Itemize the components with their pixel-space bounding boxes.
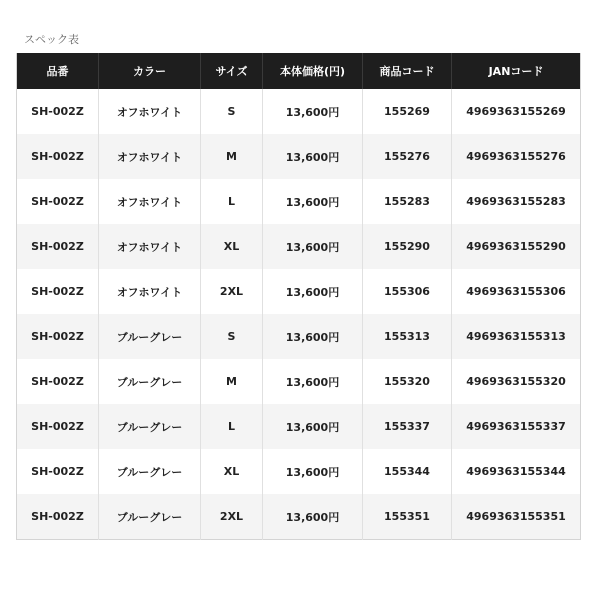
cell-price: 13,600円 (263, 359, 363, 404)
cell-color: オフホワイト (99, 179, 201, 224)
cell-price: 13,600円 (263, 179, 363, 224)
header-price: 本体価格(円) (263, 53, 363, 89)
cell-color: ブルーグレー (99, 404, 201, 449)
cell-jan-code: 4969363155344 (452, 449, 581, 494)
cell-product-code: 155337 (363, 404, 452, 449)
cell-part-number: SH-002Z (17, 314, 99, 359)
cell-size: L (201, 404, 263, 449)
cell-size: M (201, 359, 263, 404)
cell-size: XL (201, 449, 263, 494)
table-row (17, 449, 581, 494)
cell-product-code: 155290 (363, 224, 452, 269)
table-row (17, 359, 581, 404)
cell-product-code: 155351 (363, 494, 452, 540)
cell-price: 13,600円 (263, 269, 363, 314)
cell-price: 13,600円 (263, 449, 363, 494)
cell-product-code: 155313 (363, 314, 452, 359)
table-row (17, 404, 581, 449)
cell-price: 13,600円 (263, 494, 363, 540)
table-row (17, 269, 581, 314)
header-color: カラー (99, 53, 201, 89)
cell-product-code: 155320 (363, 359, 452, 404)
table-row (17, 314, 581, 359)
cell-color: オフホワイト (99, 134, 201, 179)
cell-jan-code: 4969363155320 (452, 359, 581, 404)
cell-part-number: SH-002Z (17, 269, 99, 314)
cell-size: XL (201, 224, 263, 269)
cell-product-code: 155269 (363, 89, 452, 134)
cell-color: オフホワイト (99, 89, 201, 134)
cell-color: ブルーグレー (99, 359, 201, 404)
cell-part-number: SH-002Z (17, 494, 99, 540)
table-row (17, 179, 581, 224)
header-part-number: 品番 (17, 53, 99, 89)
cell-size: 2XL (201, 494, 263, 540)
cell-price: 13,600円 (263, 314, 363, 359)
cell-size: L (201, 179, 263, 224)
cell-jan-code: 4969363155351 (452, 494, 581, 540)
cell-jan-code: 4969363155283 (452, 179, 581, 224)
table-row (17, 494, 581, 540)
cell-part-number: SH-002Z (17, 89, 99, 134)
table-row (17, 224, 581, 269)
cell-price: 13,600円 (263, 89, 363, 134)
cell-product-code: 155306 (363, 269, 452, 314)
cell-product-code: 155283 (363, 179, 452, 224)
cell-size: 2XL (201, 269, 263, 314)
cell-color: ブルーグレー (99, 494, 201, 540)
cell-jan-code: 4969363155290 (452, 224, 581, 269)
header-jan-code: JANコード (452, 53, 581, 89)
cell-part-number: SH-002Z (17, 404, 99, 449)
cell-color: オフホワイト (99, 269, 201, 314)
cell-jan-code: 4969363155313 (452, 314, 581, 359)
cell-jan-code: 4969363155269 (452, 89, 581, 134)
cell-price: 13,600円 (263, 404, 363, 449)
cell-jan-code: 4969363155306 (452, 269, 581, 314)
cell-color: オフホワイト (99, 224, 201, 269)
cell-size: S (201, 89, 263, 134)
cell-part-number: SH-002Z (17, 179, 99, 224)
cell-jan-code: 4969363155337 (452, 404, 581, 449)
cell-product-code: 155276 (363, 134, 452, 179)
cell-product-code: 155344 (363, 449, 452, 494)
header-product-code: 商品コード (363, 53, 452, 89)
cell-color: ブルーグレー (99, 314, 201, 359)
cell-size: M (201, 134, 263, 179)
cell-size: S (201, 314, 263, 359)
table-row (17, 89, 581, 134)
table-header-row (17, 53, 581, 89)
spec-table (16, 53, 581, 540)
cell-price: 13,600円 (263, 134, 363, 179)
cell-part-number: SH-002Z (17, 224, 99, 269)
header-size: サイズ (201, 53, 263, 89)
table-row (17, 134, 581, 179)
cell-color: ブルーグレー (99, 449, 201, 494)
spec-table-caption: スペック表 (24, 33, 79, 46)
cell-part-number: SH-002Z (17, 359, 99, 404)
cell-part-number: SH-002Z (17, 134, 99, 179)
cell-price: 13,600円 (263, 224, 363, 269)
cell-part-number: SH-002Z (17, 449, 99, 494)
cell-jan-code: 4969363155276 (452, 134, 581, 179)
